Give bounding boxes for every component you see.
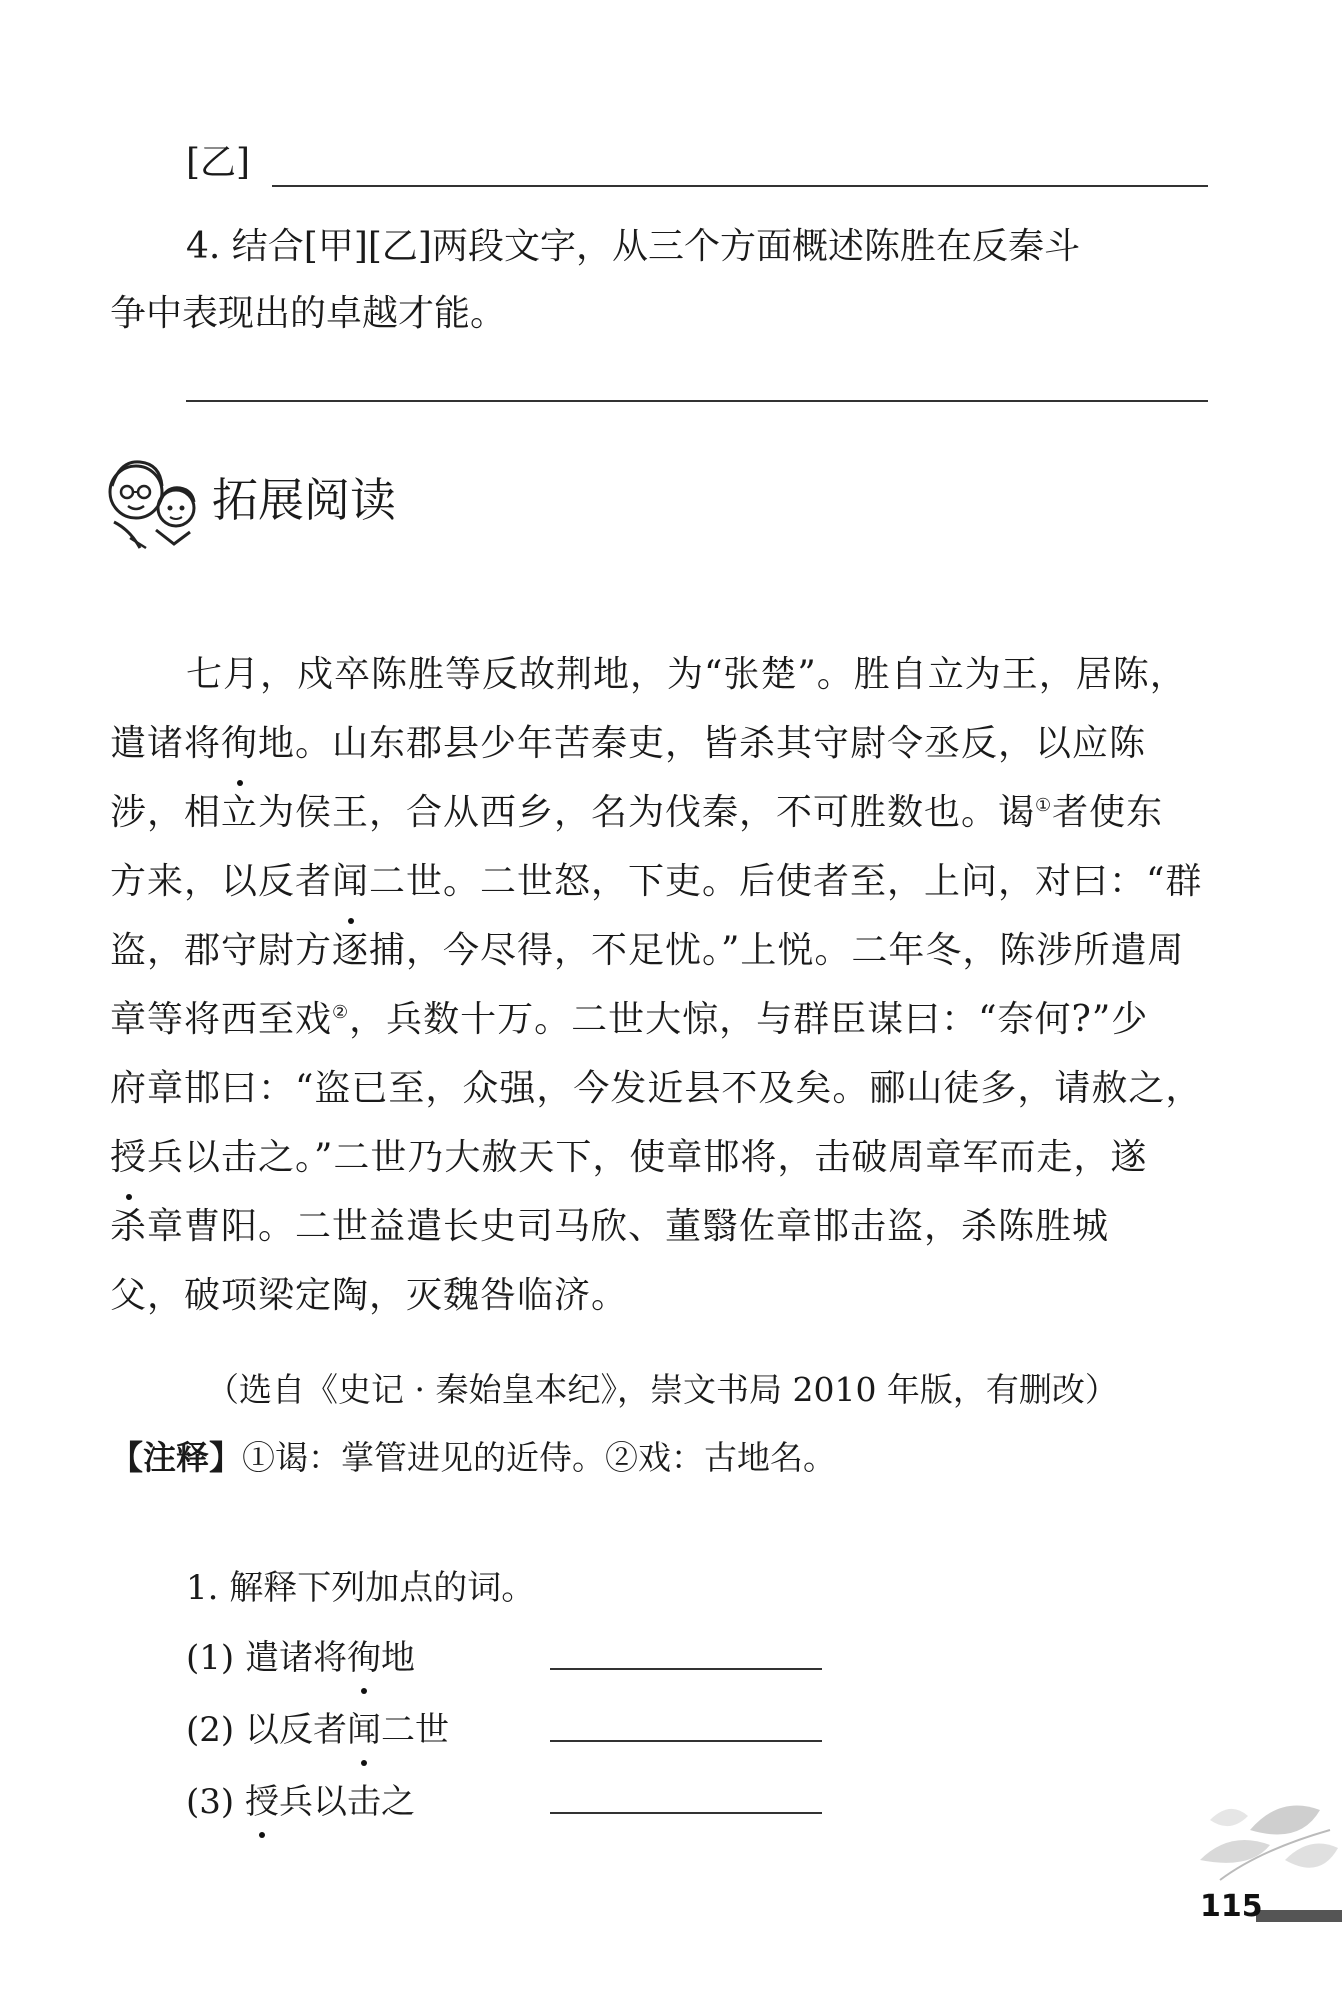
page-number: 115 [1200, 1889, 1263, 1924]
passage [110, 640, 1202, 1330]
question-1-item: (1) 遣诸将徇地 [186, 1630, 415, 1686]
question-4-line1: 4. 结合[甲][乙]两段文字，从三个方面概述陈胜在反秦斗 [186, 226, 1080, 267]
footnote-1-marker: ① [1035, 795, 1053, 816]
answer-line-yi[interactable] [272, 185, 1208, 187]
source-citation: （选自《史记 · 秦始皇本纪》，崇文书局 2010 年版，有删改） [206, 1370, 1118, 1409]
answer-line-1-1[interactable] [550, 1668, 822, 1670]
dotted-char: 闻 [332, 847, 369, 916]
notes-text: ①谒：掌管进见的近侍。②戏：古地名。 [242, 1438, 836, 1477]
passage-line: 授兵以击之。”二世乃大赦天下，使章邯将，击破周章军而走，遂 [110, 1123, 1202, 1192]
question-1-item: (3) 授兵以击之 [186, 1774, 415, 1830]
question-1-item: (2) 以反者闻二世 [186, 1702, 449, 1758]
teacher-student-icon [100, 452, 202, 552]
page-number-tab [1200, 1890, 1342, 1926]
passage-line: 父，破项梁定陶，灭魏咎临济。 [110, 1275, 629, 1316]
passage-line: 遣诸将徇地。山东郡县少年苦秦吏，皆杀其守尉令丞反，以应陈 [110, 709, 1202, 778]
passage-line: 盗，郡守尉方逐捕，今尽得，不足忧。”上悦。二年冬，陈涉所遣周 [110, 930, 1185, 971]
dotted-char: 闻 [347, 1702, 381, 1758]
answer-line-1-2[interactable] [550, 1740, 822, 1742]
notes-label: 【注释】 [110, 1438, 242, 1477]
passage-line: 七月，戍卒陈胜等反故荆地，为“张楚”。胜自立为王，居陈， [186, 654, 1187, 695]
question-1-title: 1. 解释下列加点的词。 [186, 1568, 536, 1608]
passage-line: 杀章曹阳。二世益遣长史司马欣、董翳佐章邯击盗，杀陈胜城 [110, 1206, 1110, 1247]
leaf-decoration-icon [1190, 1790, 1340, 1890]
dotted-char: 授 [245, 1774, 279, 1830]
dotted-char: 徇 [221, 709, 258, 778]
q3-yi-label: [乙] [186, 142, 251, 183]
passage-line: 府章邯曰：“盗已至，众强，今发近县不及矣。郦山徒多，请赦之， [110, 1068, 1203, 1109]
passage-line: 方来，以反者闻二世。二世怒，下吏。后使者至，上问，对曰：“群 [110, 847, 1202, 916]
footnote-2-marker: ② [332, 1002, 350, 1023]
section-title: 拓展阅读 [212, 473, 396, 527]
answer-line-1-3[interactable] [550, 1812, 822, 1814]
question-4-line2: 争中表现出的卓越才能。 [110, 293, 507, 334]
dotted-char: 徇 [347, 1630, 381, 1686]
dotted-char: 授 [110, 1123, 147, 1192]
passage-line: 章等将西至戏②，兵数十万。二世大惊，与群臣谋曰：“奈何?”少 [110, 999, 1149, 1040]
notes [110, 1430, 836, 1486]
passage-line: 涉，相立为侯王，合从西乡，名为伐秦，不可胜数也。谒①者使东 [110, 792, 1164, 833]
answer-line-q4[interactable] [186, 400, 1208, 402]
